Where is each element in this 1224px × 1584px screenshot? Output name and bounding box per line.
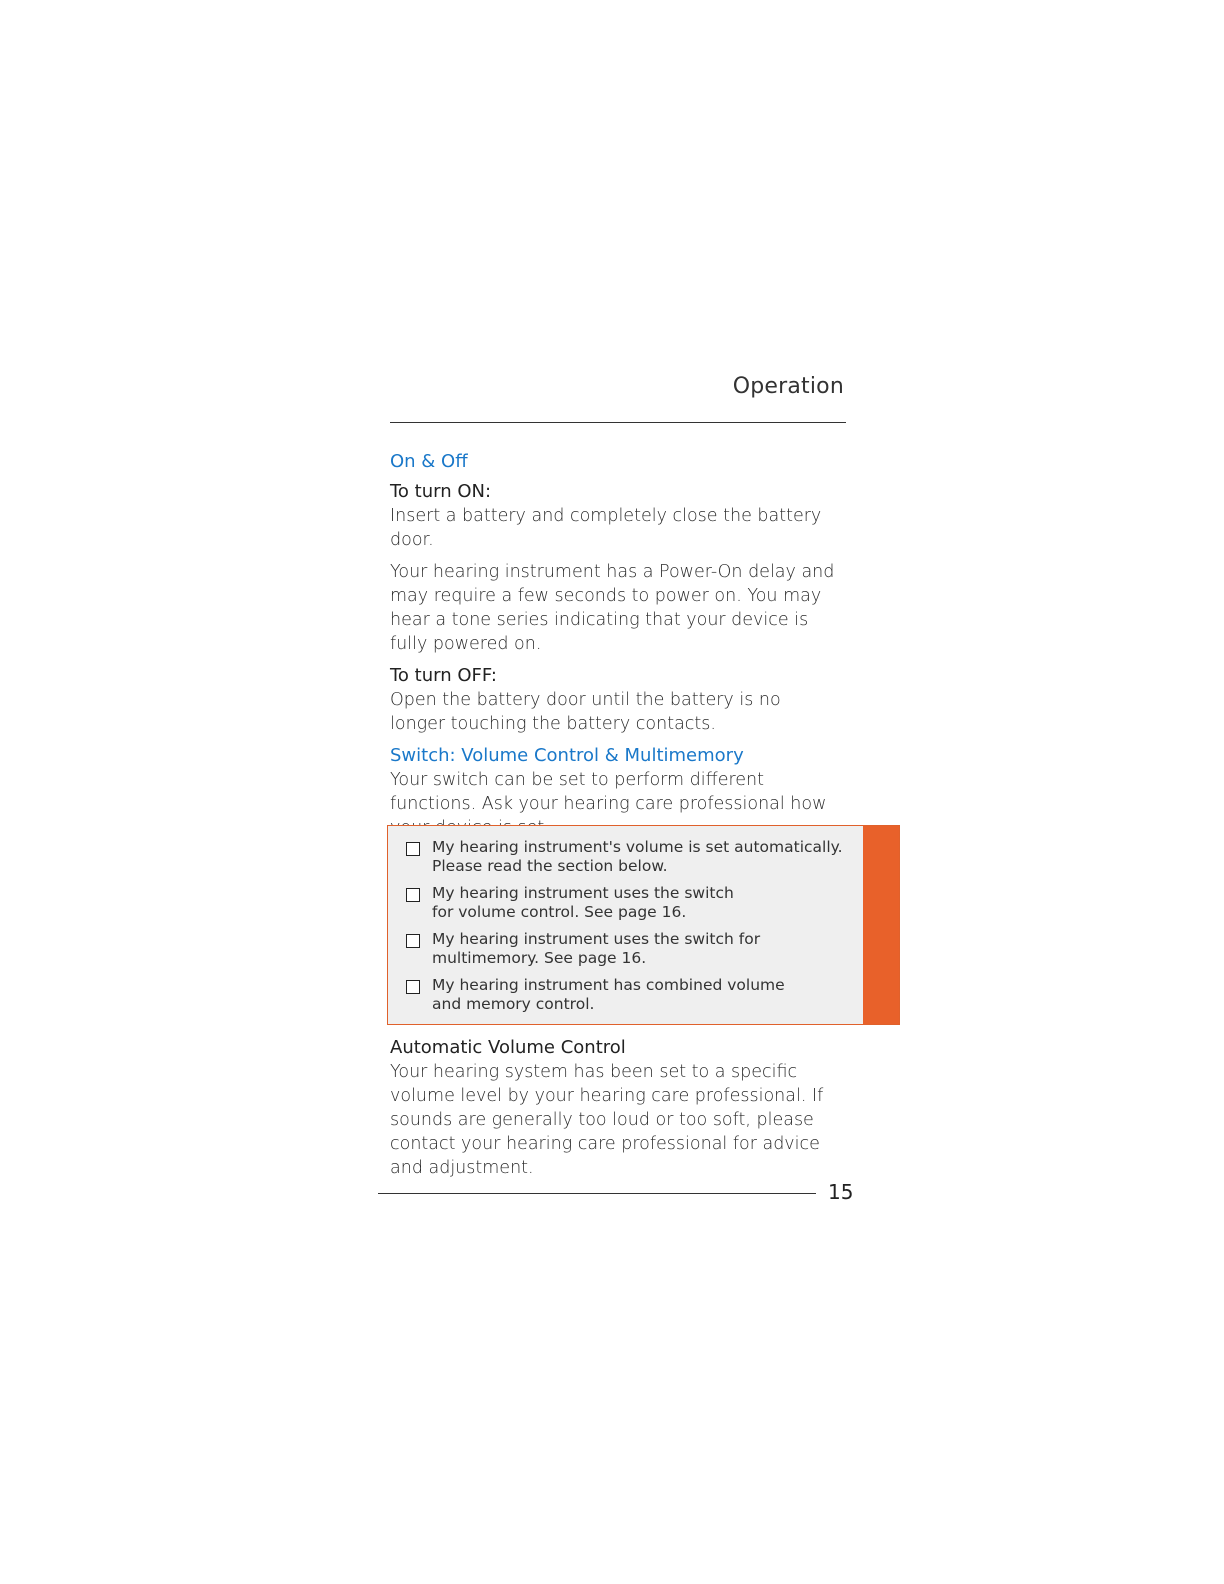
- checklist-item-line: My hearing instrument uses the switch: [432, 884, 734, 902]
- turn-off-text: Open the battery door until the battery is no longer touching the battery contacts.: [390, 690, 781, 734]
- checklist-item-line: Please read the section below.: [432, 857, 668, 875]
- checklist-item-line: My hearing instrument's volume is set automatically.: [432, 838, 843, 856]
- checklist-item: [406, 930, 846, 968]
- checklist-item-line: multimemory. See page 16.: [432, 949, 647, 967]
- checklist-box: [387, 825, 900, 1025]
- checklist-item: [406, 838, 846, 876]
- main-content: [390, 450, 860, 848]
- checklist-item: [406, 976, 846, 1014]
- auto-volume-heading: Automatic Volume Control: [390, 1037, 626, 1058]
- checkbox[interactable]: [406, 842, 420, 856]
- turn-on-text: Insert a battery and completely close the battery door.: [390, 506, 822, 550]
- auto-volume-text: Your hearing system has been set to a specific volume level by your hearing care professional. If sounds are generally too loud or too soft, please contact your hearing care professional for advice and adjustment.: [390, 1062, 824, 1178]
- turn-off-label: To turn OFF:: [390, 665, 497, 686]
- checkbox[interactable]: [406, 980, 420, 994]
- checkbox[interactable]: [406, 934, 420, 948]
- checklist-item-line: My hearing instrument has combined volume: [432, 976, 785, 994]
- checklist-item-line: and memory control.: [432, 995, 595, 1013]
- checklist-item-line: for volume control. See page 16.: [432, 903, 687, 921]
- turn-on-label: To turn ON:: [390, 481, 492, 502]
- switch-heading: Switch: Volume Control & Multimemory: [390, 745, 744, 766]
- auto-volume-section: [390, 1036, 860, 1188]
- footer-divider: [378, 1193, 816, 1194]
- orange-tab: [863, 826, 899, 1024]
- checklist-item-line: My hearing instrument uses the switch for: [432, 930, 761, 948]
- checklist-item: [406, 884, 846, 922]
- section-title: Operation: [732, 374, 844, 399]
- power-on-delay-text: Your hearing instrument has a Power-On delay and may require a few seconds to power on. You may hear a tone series indicating that your device is fully powered on.: [390, 562, 835, 654]
- switch-text: Your switch can be set to perform different functions. Ask your hearing care professional how: [390, 770, 827, 814]
- title-divider: [390, 422, 846, 423]
- page-number: 15: [828, 1180, 854, 1204]
- on-off-heading: On & Off: [390, 451, 468, 472]
- checkbox[interactable]: [406, 888, 420, 902]
